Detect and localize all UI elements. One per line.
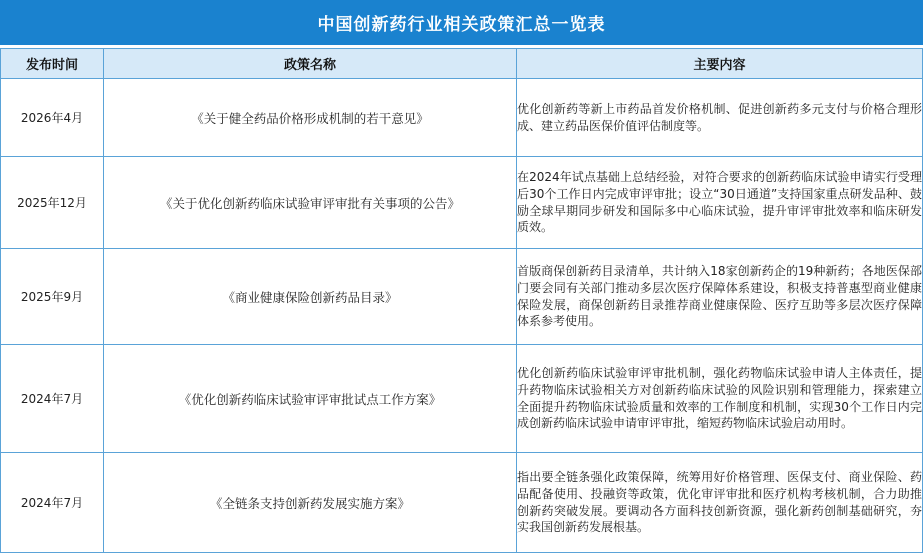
row-date: 2025年12月 bbox=[1, 157, 104, 249]
row-date: 2025年9月 bbox=[1, 249, 104, 345]
row-content: 优化创新药等新上市药品首发价格机制、促进创新药多元支付与价格合理形成、建立药品医保价值评估制度等。 bbox=[517, 79, 923, 157]
row-policy-name: 《关于健全药品价格形成机制的若干意见》 bbox=[104, 79, 517, 157]
table-row bbox=[1, 249, 923, 345]
row-date: 2024年7月 bbox=[1, 453, 104, 553]
row-policy-name: 《商业健康保险创新药品目录》 bbox=[104, 249, 517, 345]
table-header-row bbox=[1, 49, 923, 79]
header-main-content: 主要内容 bbox=[517, 49, 923, 79]
policy-table bbox=[0, 48, 923, 553]
row-content: 优化创新药临床试验审评审批机制，强化药物临床试验申请人主体责任，提升药物临床试验相关方对创新药临床试验的风险识别和管理能力，探索建立全面提升药物临床试验质量和效率的工作制度和机制，实现30个工作日内完成创新药临床试验申请审评审批，缩短药物临床试验启动用时。 bbox=[517, 345, 923, 453]
row-content: 在2024年试点基础上总结经验，对符合要求的创新药临床试验申请实行受理后30个工作日内完成审评审批；设立“30日通道”支持国家重点研发品种、鼓励全球早期同步研发和国际多中心临床试验，提升审评审批效率和临床研发质效。 bbox=[517, 157, 923, 249]
row-date: 2024年7月 bbox=[1, 345, 104, 453]
header-date: 发布时间 bbox=[1, 49, 104, 79]
row-date: 2026年4月 bbox=[1, 79, 104, 157]
table-row bbox=[1, 345, 923, 453]
table-row bbox=[1, 453, 923, 553]
row-policy-name: 《关于优化创新药临床试验审评审批有关事项的公告》 bbox=[104, 157, 517, 249]
row-policy-name: 《优化创新药临床试验审评审批试点工作方案》 bbox=[104, 345, 517, 453]
header-policy-name: 政策名称 bbox=[104, 49, 517, 79]
row-content: 首版商保创新药目录清单，共计纳入18家创新药企的19种新药；各地医保部门要会同有关部门推动多层次医疗保障体系建设，积极支持普惠型商业健康保险发展，商保创新药目录推荐商业健康保险、医疗互助等多层次医疗保障体系参考使用。 bbox=[517, 249, 923, 345]
table-row bbox=[1, 157, 923, 249]
table-title: 中国创新药行业相关政策汇总一览表 bbox=[0, 0, 923, 45]
row-policy-name: 《全链条支持创新药发展实施方案》 bbox=[104, 453, 517, 553]
table-row bbox=[1, 79, 923, 157]
row-content: 指出要全链条强化政策保障，统筹用好价格管理、医保支付、商业保险、药品配备使用、投融资等政策，优化审评审批和医疗机构考核机制，合力助推创新药突破发展。要调动各方面科技创新资源，强化新药创制基础研究，夯实我国创新药发展根基。 bbox=[517, 453, 923, 553]
